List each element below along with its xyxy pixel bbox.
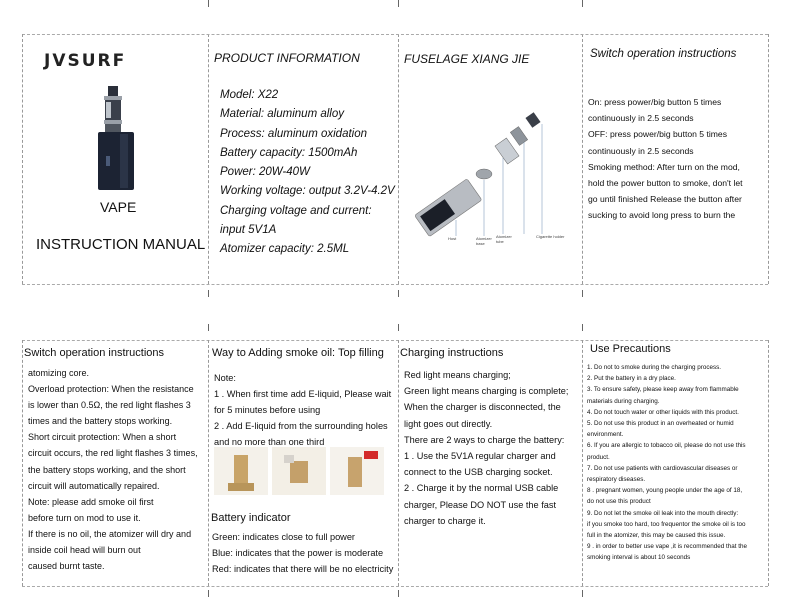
fuselage-title: FUSELAGE XIANG JIE bbox=[404, 52, 530, 66]
part-label-host: Host bbox=[448, 236, 457, 241]
fold-tick bbox=[582, 290, 583, 297]
charging-line: charger to charge it. bbox=[404, 515, 486, 526]
switch-ops2-line: circuit will automatically repaired. bbox=[28, 480, 160, 491]
vape-label: VAPE bbox=[100, 199, 137, 215]
switch-ops2-line: inside coil head will burn out bbox=[28, 545, 141, 556]
precaution-line: 3. To ensure safety, please keep away from flammable bbox=[587, 386, 739, 394]
switch-ops-line: On: press power/big button 5 times bbox=[588, 97, 722, 107]
switch-ops2-line: the battery stops working, and the short bbox=[28, 464, 186, 475]
fold-line bbox=[208, 34, 209, 284]
adding-oil-line: 1 . When first time add E-liquid, Please wait bbox=[214, 389, 392, 399]
switch-ops2-line: before turn on mod to use it. bbox=[28, 512, 141, 523]
fold-line bbox=[398, 340, 399, 586]
product-info-line: Material: aluminum alloy bbox=[220, 108, 344, 121]
switch-ops2-line: Note: please add smoke oil first bbox=[28, 496, 154, 507]
vape-device-image bbox=[92, 86, 142, 192]
fold-tick bbox=[208, 590, 209, 597]
adding-oil-line: and no more than one third bbox=[214, 437, 325, 447]
precaution-line: 9. Do not let the smoke oil leak into the mouth directly: bbox=[587, 509, 739, 517]
fold-tick bbox=[398, 590, 399, 597]
adding-oil-line: for 5 minutes before using bbox=[214, 405, 321, 415]
fold-tick bbox=[398, 0, 399, 7]
part-label-atomizer-base: Atomizer base bbox=[476, 236, 492, 246]
adding-oil-line: Note: bbox=[214, 373, 236, 383]
precaution-line: 9 . in order to better use vape ,it is recommended that the bbox=[587, 543, 747, 551]
cut-line bbox=[22, 34, 768, 35]
precaution-line: do not use this product bbox=[587, 498, 651, 506]
precaution-line: 2. Put the battery in a dry place. bbox=[587, 375, 676, 383]
switch-ops2-line: If there is no oil, the atomizer will dry and bbox=[28, 528, 192, 539]
fold-line bbox=[398, 34, 399, 284]
switch-ops-list bbox=[588, 94, 743, 224]
charging-line: When the charger is disconnected, the bbox=[404, 402, 561, 413]
precautions-title: Use Precautions bbox=[590, 343, 671, 355]
switch-ops2-line: is lower than 0.5Ω, the red light flashes 3 bbox=[28, 400, 191, 411]
cut-line bbox=[768, 34, 769, 284]
adding-oil-line: 2 . Add E-liquid from the surrounding holes bbox=[214, 421, 388, 431]
switch-ops-line: continuously in 2.5 seconds bbox=[588, 145, 694, 156]
switch-ops2-list bbox=[28, 365, 198, 574]
manual-title: INSTRUCTION MANUAL bbox=[36, 236, 206, 253]
cut-line bbox=[22, 284, 768, 285]
exploded-parts-diagram bbox=[406, 108, 576, 254]
charging-line: 1 . Use the 5V1A regular charger and bbox=[404, 451, 556, 462]
precaution-line: 1. Do not to smoke during the charging process. bbox=[587, 364, 722, 371]
charging-line: Red light means charging; bbox=[404, 370, 511, 380]
precautions-list bbox=[587, 362, 747, 564]
fold-tick bbox=[398, 324, 399, 331]
switch-ops2-title: Switch operation instructions bbox=[24, 347, 165, 359]
filling-steps-image bbox=[214, 447, 386, 499]
battery-list bbox=[212, 530, 393, 577]
switch-ops-line: go until finished Release the button after bbox=[588, 194, 742, 205]
precaution-line: product. bbox=[587, 453, 610, 461]
charging-line: Green light means charging is complete; bbox=[404, 386, 569, 397]
fold-line bbox=[582, 34, 583, 284]
fold-line bbox=[582, 340, 583, 586]
precaution-line: 4. Do not touch water or other liquids with this product. bbox=[587, 408, 739, 416]
precaution-line: full in the atomizer, this may be caused this issue. bbox=[587, 532, 726, 540]
fold-tick bbox=[582, 324, 583, 331]
switch-ops-line: continuously in 2.5 seconds bbox=[588, 113, 694, 124]
switch-ops-line: sucking to avoid long press to burn the bbox=[588, 210, 736, 221]
battery-line: Red: indicates that there will be no electricity bbox=[212, 563, 394, 574]
cut-line bbox=[22, 34, 23, 284]
switch-ops2-line: times and the battery stops working. bbox=[28, 416, 173, 427]
brand-logo: JVSURF bbox=[44, 51, 127, 71]
product-info-title: PRODUCT INFORMATION bbox=[214, 51, 360, 65]
precaution-line: environment. bbox=[587, 431, 624, 439]
adding-oil-title: Way to Adding smoke oil: Top filling bbox=[212, 347, 384, 359]
product-info-line: input 5V1A bbox=[220, 224, 277, 237]
battery-line: Green: indicates close to full power bbox=[212, 532, 355, 542]
fold-line bbox=[208, 340, 209, 586]
fold-tick bbox=[582, 0, 583, 7]
charging-line: There are 2 ways to charge the battery: bbox=[404, 434, 565, 445]
charging-line: charger, Please DO NOT use the fast bbox=[404, 499, 557, 510]
fold-tick bbox=[582, 590, 583, 597]
cut-line bbox=[22, 586, 768, 587]
switch-ops-line: OFF: press power/big button 5 times bbox=[588, 129, 727, 140]
charging-title: Charging instructions bbox=[400, 347, 504, 359]
precaution-line: respiratory diseases. bbox=[587, 476, 646, 484]
precaution-line: if you smoke too hard, too frequentor the smoke oil is too bbox=[587, 520, 746, 528]
cut-line bbox=[22, 340, 23, 586]
part-label-cigarette-holder: Cigarette holder bbox=[536, 234, 565, 239]
product-info-line: Model: X22 bbox=[220, 89, 279, 101]
charging-line: light goes out directly. bbox=[404, 418, 493, 429]
switch-ops2-line: atomizing core. bbox=[28, 368, 90, 378]
product-info-line: Power: 20W-40W bbox=[220, 166, 310, 179]
precaution-line: 8 . pregnant women, young people under the age of 18, bbox=[587, 487, 743, 495]
switch-ops2-line: caused burnt taste. bbox=[28, 561, 105, 572]
switch-ops2-line: Short circuit protection: When a short bbox=[28, 432, 177, 443]
fold-tick bbox=[208, 324, 209, 331]
charging-line: 2 . Charge it by the normal USB cable bbox=[404, 483, 559, 494]
precaution-line: materials during charging. bbox=[587, 397, 660, 405]
product-info-line: Process: aluminum oxidation bbox=[220, 127, 368, 140]
precaution-line: 7. Do not use patients with cardiovascular diseases or bbox=[587, 464, 738, 472]
adding-oil-list bbox=[214, 370, 391, 450]
switch-ops-title: Switch operation instructions bbox=[590, 48, 737, 60]
charging-list bbox=[404, 367, 568, 529]
precaution-line: 5. Do not use this product in an overheated or humid bbox=[587, 420, 734, 428]
charging-line: connect to the USB charging socket. bbox=[404, 467, 553, 478]
switch-ops2-line: Overload protection: When the resistance bbox=[28, 384, 194, 395]
cut-line bbox=[768, 340, 769, 586]
switch-ops2-line: circuit occurs, the red light flashes 3 times, bbox=[28, 448, 198, 459]
product-info-line: Battery capacity: 1500mAh bbox=[220, 146, 358, 159]
product-info-line: Working voltage: output 3.2V-4.2V bbox=[220, 185, 395, 198]
switch-ops-line: hold the power button to smoke, don't let bbox=[588, 178, 743, 189]
product-info-line: Atomizer capacity: 2.5ML bbox=[220, 243, 350, 256]
product-info-line: Charging voltage and current: bbox=[220, 204, 372, 217]
fold-tick bbox=[208, 290, 209, 297]
battery-line: Blue: indicates that the power is moderate bbox=[212, 547, 384, 558]
product-info-list bbox=[220, 86, 395, 260]
precaution-line: smoking interval is about 10 seconds bbox=[587, 554, 691, 562]
precaution-line: 6. If you are allergic to tobacco oil, please do not use this bbox=[587, 442, 746, 450]
battery-title: Battery indicator bbox=[211, 512, 291, 524]
fold-tick bbox=[398, 290, 399, 297]
cut-line bbox=[22, 340, 768, 341]
part-label-atomizer-tube: Atomizer tube bbox=[496, 234, 512, 244]
switch-ops-line: Smoking method: After turn on the mod, bbox=[588, 161, 740, 172]
fold-tick bbox=[208, 0, 209, 7]
